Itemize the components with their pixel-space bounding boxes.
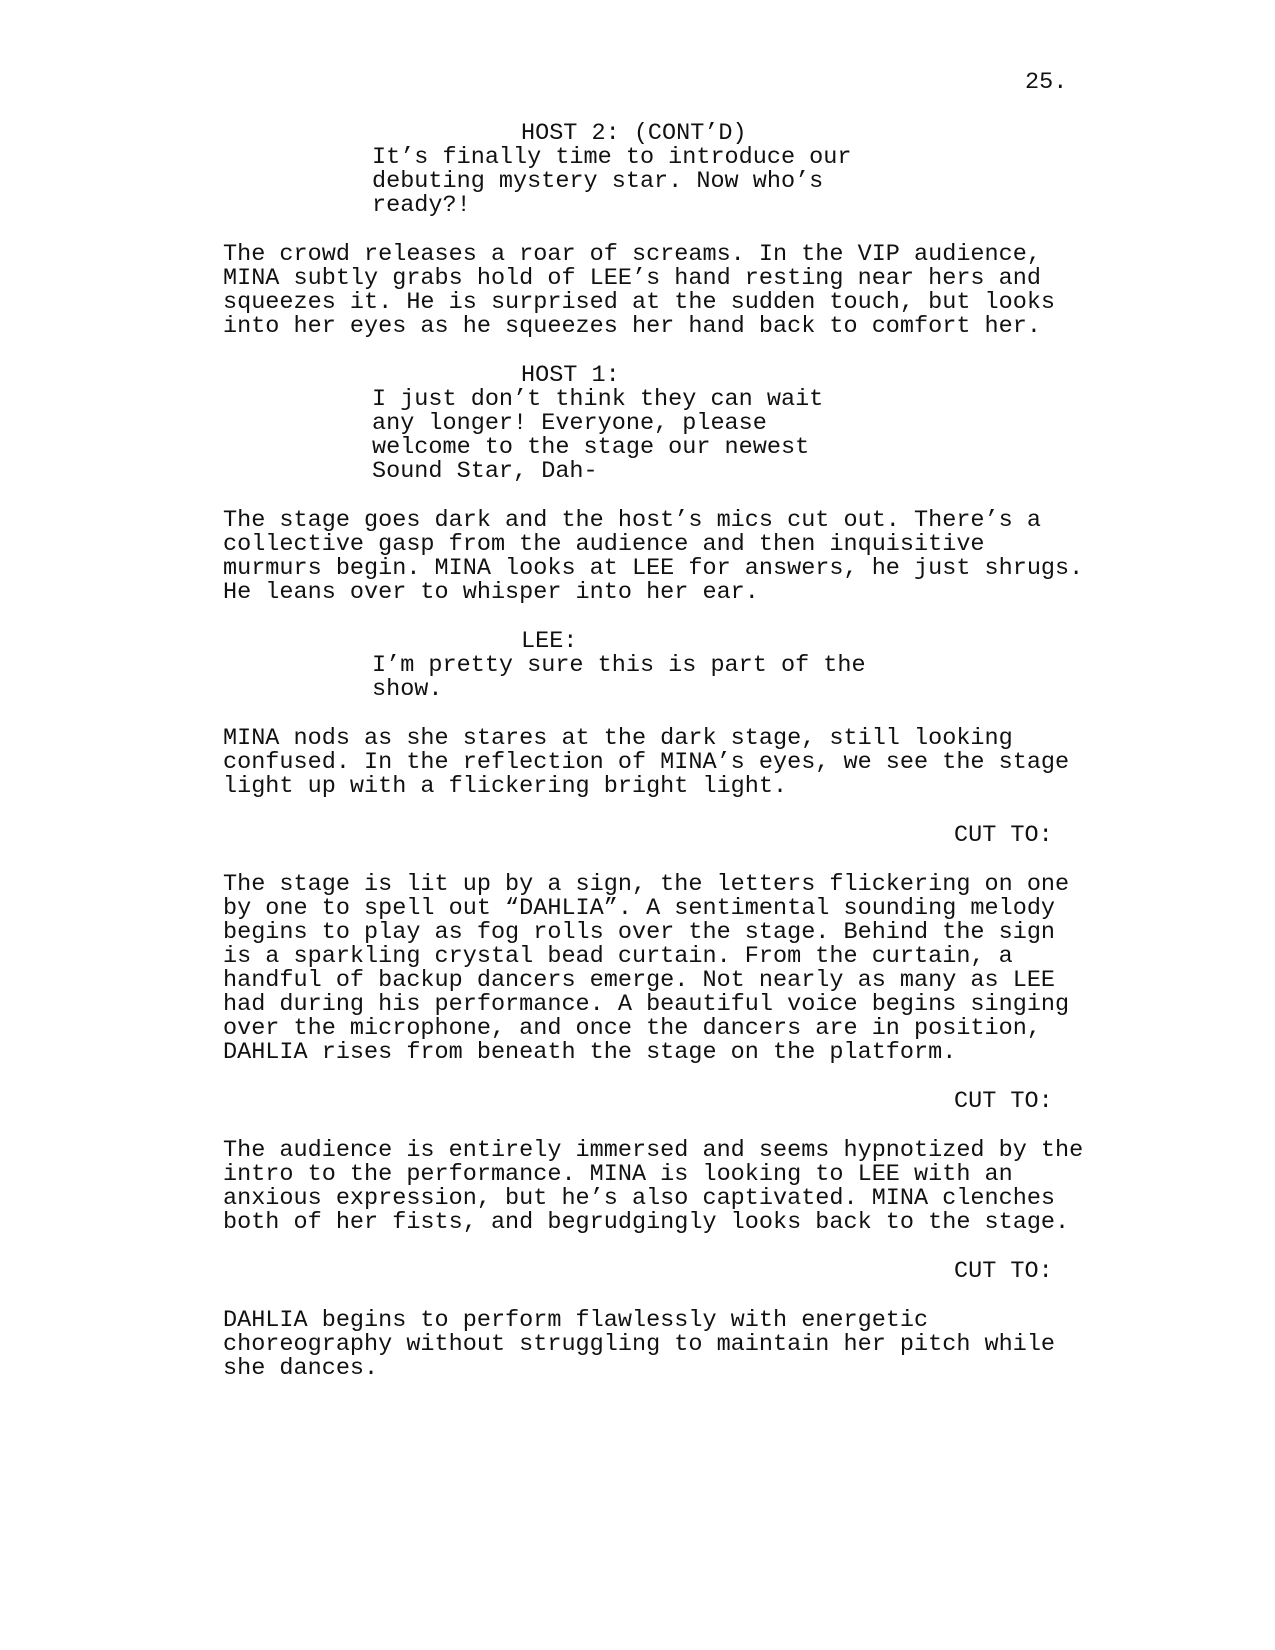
action-line: handful of backup dancers emerge. Not nearly as many as LEE [223, 967, 1056, 994]
transition: CUT TO: [954, 822, 1053, 849]
action-line: MINA nods as she stares at the dark stage, still looking [223, 725, 1013, 752]
action-line: both of her fists, and begrudgingly looks back to the stage. [223, 1209, 1070, 1236]
character-name: LEE: [521, 628, 578, 655]
character-name: HOST 2: (CONT’D) [521, 120, 747, 147]
dialogue-line: It’s finally time to introduce our [372, 144, 852, 171]
dialogue-line: any longer! Everyone, please [372, 410, 767, 437]
action-line: begins to play as fog rolls over the stage. Behind the sign [223, 919, 1056, 946]
action-line: He leans over to whisper into her ear. [223, 579, 759, 606]
action-line: intro to the performance. MINA is looking to LEE with an [223, 1161, 1013, 1188]
action-line: over the microphone, and once the dancers are in position, [223, 1015, 1041, 1042]
action-line: by one to spell out “DAHLIA”. A sentimental sounding melody [223, 895, 1056, 922]
action-line: she dances. [223, 1355, 379, 1382]
action-line: murmurs begin. MINA looks at LEE for answers, he just shrugs. [223, 555, 1084, 582]
action-line: light up with a flickering bright light. [223, 773, 788, 800]
dialogue-line: Sound Star, Dah- [372, 458, 598, 485]
action-line: confused. In the reflection of MINA’s eyes, we see the stage [223, 749, 1070, 776]
action-line: collective gasp from the audience and then inquisitive [223, 531, 985, 558]
action-line: DAHLIA begins to perform flawlessly with energetic [223, 1307, 929, 1334]
action-line: had during his performance. A beautiful voice begins singing [223, 991, 1070, 1018]
dialogue-line: ready?! [372, 192, 471, 219]
action-line: squeezes it. He is surprised at the sudden touch, but looks [223, 289, 1056, 316]
dialogue-line: debuting mystery star. Now who’s [372, 168, 824, 195]
dialogue-line: show. [372, 676, 443, 703]
action-line: DAHLIA rises from beneath the stage on the platform. [223, 1039, 957, 1066]
action-line: The stage goes dark and the host’s mics cut out. There’s a [223, 507, 1041, 534]
action-line: The audience is entirely immersed and seems hypnotized by the [223, 1137, 1084, 1164]
action-line: anxious expression, but he’s also captivated. MINA clenches [223, 1185, 1056, 1212]
action-line: is a sparkling crystal bead curtain. From the curtain, a [223, 943, 1013, 970]
action-line: MINA subtly grabs hold of LEE’s hand resting near hers and [223, 265, 1041, 292]
page-number: 25. [1025, 69, 1068, 96]
transition: CUT TO: [954, 1258, 1053, 1285]
action-line: The stage is lit up by a sign, the letters flickering on one [223, 871, 1070, 898]
action-line: choreography without struggling to maintain her pitch while [223, 1331, 1056, 1358]
character-name: HOST 1: [521, 362, 620, 389]
action-line: The crowd releases a roar of screams. In the VIP audience, [223, 241, 1041, 268]
dialogue-line: welcome to the stage our newest [372, 434, 810, 461]
transition: CUT TO: [954, 1088, 1053, 1115]
action-line: into her eyes as he squeezes her hand back to comfort her. [223, 313, 1041, 340]
dialogue-line: I just don’t think they can wait [372, 386, 824, 413]
dialogue-line: I’m pretty sure this is part of the [372, 652, 866, 679]
